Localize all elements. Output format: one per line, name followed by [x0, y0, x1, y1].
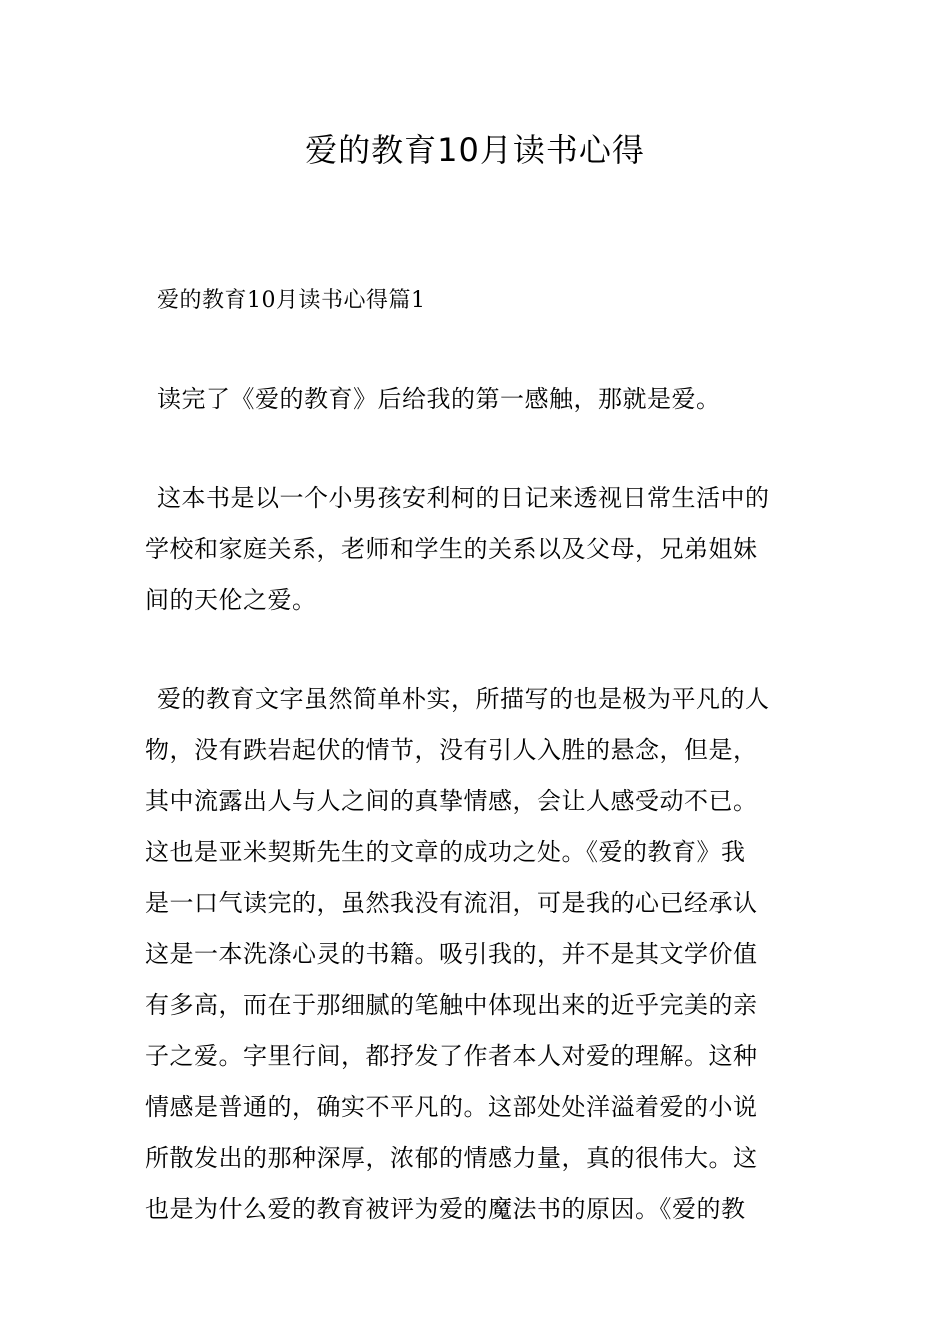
paragraph-line: 所散发出的那种深厚，浓郁的情感力量，真的很伟大。这: [145, 1144, 758, 1172]
paragraph-line: 学校和家庭关系，老师和学生的关系以及父母，兄弟姐妹: [145, 535, 758, 563]
paragraph-line: 是一口气读完的，虽然我没有流泪，可是我的心已经承认: [145, 889, 758, 917]
paragraph-line: 读完了《爱的教育》后给我的第一感触，那就是爱。: [157, 385, 721, 413]
paragraph-line: 爱的教育文字虽然简单朴实，所描写的也是极为平凡的人: [157, 685, 770, 713]
paragraph-line: 情感是普通的，确实不平凡的。这部处处洋溢着爱的小说: [145, 1093, 758, 1121]
paragraph-line: 这是一本洗涤心灵的书籍。吸引我的，并不是其文学价值: [145, 940, 758, 968]
section-heading: 爱的教育10月读书心得篇1: [157, 288, 426, 313]
paragraph-line: 有多高，而在于那细腻的笔触中体现出来的近乎完美的亲: [145, 991, 758, 1019]
paragraph-line: 间的天伦之爱。: [145, 586, 317, 614]
paragraph-line: 子之爱。字里行间，都抒发了作者本人对爱的理解。这种: [145, 1042, 758, 1070]
paragraph-line: 物，没有跌岩起伏的情节，没有引人入胜的悬念，但是，: [145, 736, 758, 764]
page-title: 爱的教育10月读书心得: [305, 131, 645, 169]
paragraph-line: 这本书是以一个小男孩安利柯的日记来透视日常生活中的: [157, 484, 770, 512]
paragraph-line: 这也是亚米契斯先生的文章的成功之处。《爱的教育》我: [145, 838, 746, 866]
paragraph-line: 也是为什么爱的教育被评为爱的魔法书的原因。《爱的教: [145, 1195, 746, 1223]
paragraph-line: 其中流露出人与人之间的真挚情感，会让人感受动不已。: [145, 787, 758, 815]
